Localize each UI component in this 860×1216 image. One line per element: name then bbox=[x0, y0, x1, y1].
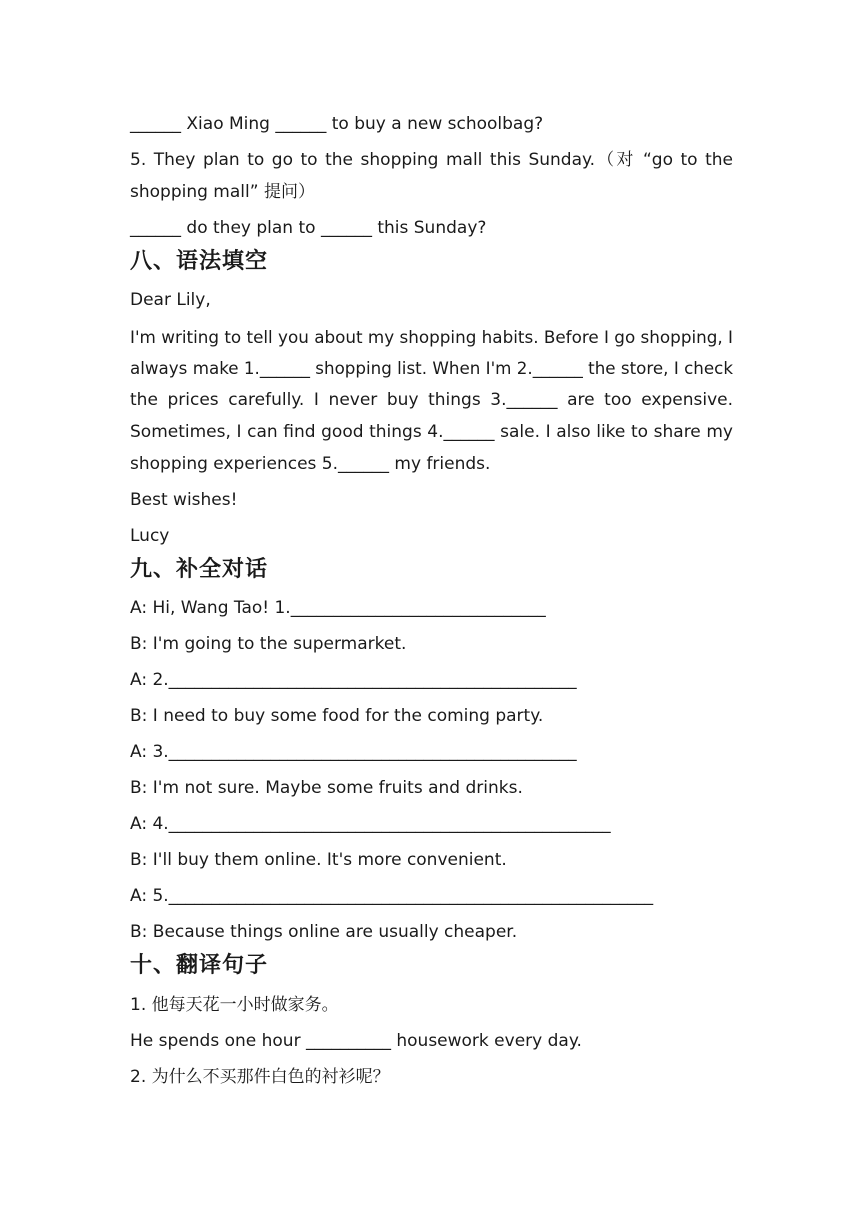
letter-line-2: always make 1.______ shopping list. When I'm 2.______ the store, I check bbox=[130, 358, 733, 378]
letter-signature: Lucy bbox=[130, 526, 170, 546]
letter-greeting: Dear Lily, bbox=[130, 290, 211, 310]
section-9-heading: 九、补全对话 bbox=[130, 557, 269, 582]
dialogue-line: A: 2.________________________________________________ bbox=[130, 670, 577, 690]
dialogue-line: B: I'm going to the supermarket. bbox=[130, 634, 407, 654]
dialogue-line: B: I'm not sure. Maybe some fruits and drinks. bbox=[130, 778, 523, 798]
translation-2-prompt: 2. 为什么不买那件白色的衬衫呢？ bbox=[130, 1067, 390, 1087]
dialogue-line: A: 4.____________________________________________________ bbox=[130, 814, 611, 834]
letter-closing: Best wishes! bbox=[130, 490, 238, 510]
question-4-answer-line: ______ Xiao Ming ______ to buy a new schoolbag? bbox=[130, 114, 544, 134]
dialogue-line: B: I need to buy some food for the coming party. bbox=[130, 706, 544, 726]
dialogue-line: A: 3.________________________________________________ bbox=[130, 742, 577, 762]
translation-1-prompt: 1. 他每天花一小时做家务。 bbox=[130, 995, 339, 1015]
dialogue-line: B: I'll buy them online. It's more convenient. bbox=[130, 850, 507, 870]
question-5-answer-line: ______ do they plan to ______ this Sunday? bbox=[130, 218, 487, 238]
translation-1-answer: He spends one hour __________ housework every day. bbox=[130, 1031, 582, 1051]
letter-line-5: shopping experiences 5.______ my friends. bbox=[130, 454, 491, 474]
dialogue-line: B: Because things online are usually cheaper. bbox=[130, 922, 518, 942]
dialogue-line: A: 5._________________________________________________________ bbox=[130, 886, 654, 906]
question-5-line-2: shopping mall” 提问） bbox=[130, 182, 315, 202]
letter-line-3: the prices carefully. I never buy things 3.______ are too expensive. bbox=[130, 390, 733, 410]
section-10-heading: 十、翻译句子 bbox=[130, 953, 269, 978]
dialogue-line: A: Hi, Wang Tao! 1.______________________________ bbox=[130, 598, 546, 618]
section-8-heading: 八、语法填空 bbox=[130, 249, 269, 274]
letter-line-4: Sometimes, I can find good things 4.______ sale. I also like to share my bbox=[130, 422, 733, 442]
letter-line-1: I'm writing to tell you about my shopping habits. Before I go shopping, I bbox=[130, 327, 733, 347]
question-5-line-1: 5. They plan to go to the shopping mall this Sunday.（对 “go to the bbox=[130, 150, 733, 170]
